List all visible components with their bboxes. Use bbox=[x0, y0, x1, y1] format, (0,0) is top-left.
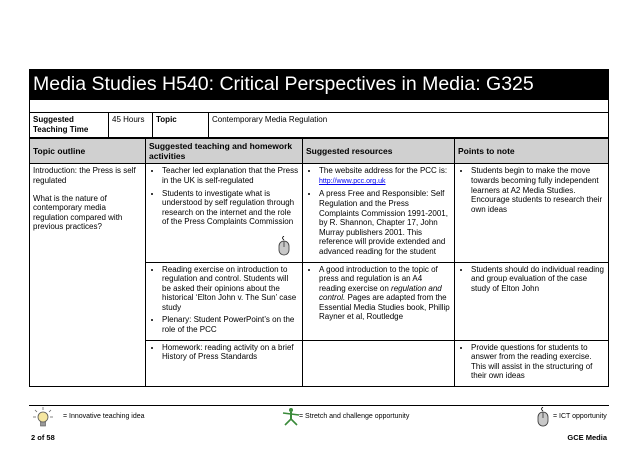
lightbulb-icon bbox=[33, 407, 53, 429]
list-item: • Students should do individual reading and group evaluation of the case study of Elton John bbox=[471, 265, 605, 294]
resources-cell bbox=[303, 262, 455, 340]
page-footer bbox=[29, 405, 609, 442]
activities-list bbox=[149, 265, 299, 335]
brand-label: GCE Media bbox=[567, 433, 607, 442]
list-item: • Provide questions for students to answer from the reading exercise. This will assist in the structuring of their own ideas bbox=[471, 343, 605, 381]
header-row bbox=[30, 139, 609, 164]
notes-list bbox=[458, 166, 605, 214]
header-topic-outline: Topic outline bbox=[30, 139, 146, 164]
mouse-icon bbox=[278, 236, 290, 256]
legend-innovative: = Innovative teaching idea bbox=[63, 413, 145, 420]
header-activities: Suggested teaching and homework activities bbox=[146, 139, 303, 164]
resources-list bbox=[306, 265, 451, 323]
outline-intro: Introduction: the Press is self regulated bbox=[33, 166, 136, 185]
outline-question: What is the nature of contemporary media regulation compared with previous practices? bbox=[33, 193, 123, 232]
notes-cell bbox=[455, 340, 609, 386]
header-notes: Points to note bbox=[455, 139, 609, 164]
resources-list bbox=[306, 166, 451, 256]
footer-divider bbox=[29, 405, 609, 406]
meta-row bbox=[30, 113, 609, 138]
list-item: • A press Free and Responsible: Self Regulation and the Press Complaints Commission 1991-2001, by R. Shannon, Chapter 17, John Murray publishers 2001. This reference will provide extended and advanced reading for the student bbox=[319, 189, 451, 256]
list-item bbox=[319, 166, 451, 186]
page-title: Media Studies H540: Critical Perspectives in Media: G325 bbox=[29, 69, 609, 100]
list-item: • Reading exercise on introduction to regulation and control. Students will be asked their opinions about the historical ‘Elton John v. The Sun’ case study bbox=[162, 265, 299, 313]
table-row bbox=[30, 164, 609, 262]
legend-stretch: = Stretch and challenge opportunity bbox=[299, 413, 410, 420]
notes-cell bbox=[455, 262, 609, 340]
activities-cell bbox=[146, 164, 303, 262]
activities-cell bbox=[146, 340, 303, 386]
stretching-figure-icon bbox=[281, 407, 301, 427]
resources-cell bbox=[303, 340, 455, 386]
resource-text: A good introduction to the topic of press and regulation is an A4 reading exercise on bbox=[319, 264, 438, 293]
mouse-icon bbox=[537, 407, 549, 427]
notes-list bbox=[458, 343, 605, 381]
activities-cell bbox=[146, 262, 303, 340]
legend-ict: = ICT opportunity bbox=[553, 413, 607, 420]
notes-list bbox=[458, 265, 605, 294]
header-resources: Suggested resources bbox=[303, 139, 455, 164]
resources-cell bbox=[303, 164, 455, 262]
resource-italic: regulation and control. bbox=[319, 283, 442, 303]
notes-cell bbox=[455, 164, 609, 262]
teaching-time-label: Suggested Teaching Time bbox=[30, 113, 109, 138]
list-item: • Students begin to make the move towards becoming fully independent learners at A2 Media Studies. Encourage students to research their own ideas bbox=[471, 166, 605, 214]
list-item: • Homework: reading activity on a brief History of Press Standards bbox=[162, 343, 299, 362]
resource-website-text: The website address for the PCC is: bbox=[319, 166, 448, 176]
topic-label: Topic bbox=[153, 113, 209, 138]
scheme-table bbox=[29, 138, 609, 387]
topic-outline-cell bbox=[30, 164, 146, 387]
list-item: • Students to investigate what is understood by self regulation through research on the internet and the role of the Press Complaints Commission bbox=[162, 189, 299, 227]
page-number: 2 of 58 bbox=[31, 433, 55, 442]
list-item: • Plenary: Student PowerPoint’s on the role of the PCC bbox=[162, 315, 299, 334]
meta-table bbox=[29, 112, 609, 138]
lesson-plan-page bbox=[29, 69, 609, 387]
activities-list bbox=[149, 343, 299, 362]
topic-value: Contemporary Media Regulation bbox=[209, 113, 609, 138]
pcc-website-link[interactable]: http://www.pcc.org.uk bbox=[319, 177, 386, 185]
activities-list bbox=[149, 166, 299, 227]
resource-text: Pages are adapted from the Essential Media Studies book, Phillip Rayner et al, Routledge bbox=[319, 293, 450, 322]
title-spacer bbox=[29, 100, 609, 112]
list-item bbox=[319, 265, 451, 323]
list-item: • Teacher led explanation that the Press in the UK is self-regulated bbox=[162, 166, 299, 185]
teaching-time-value: 45 Hours bbox=[109, 113, 153, 138]
